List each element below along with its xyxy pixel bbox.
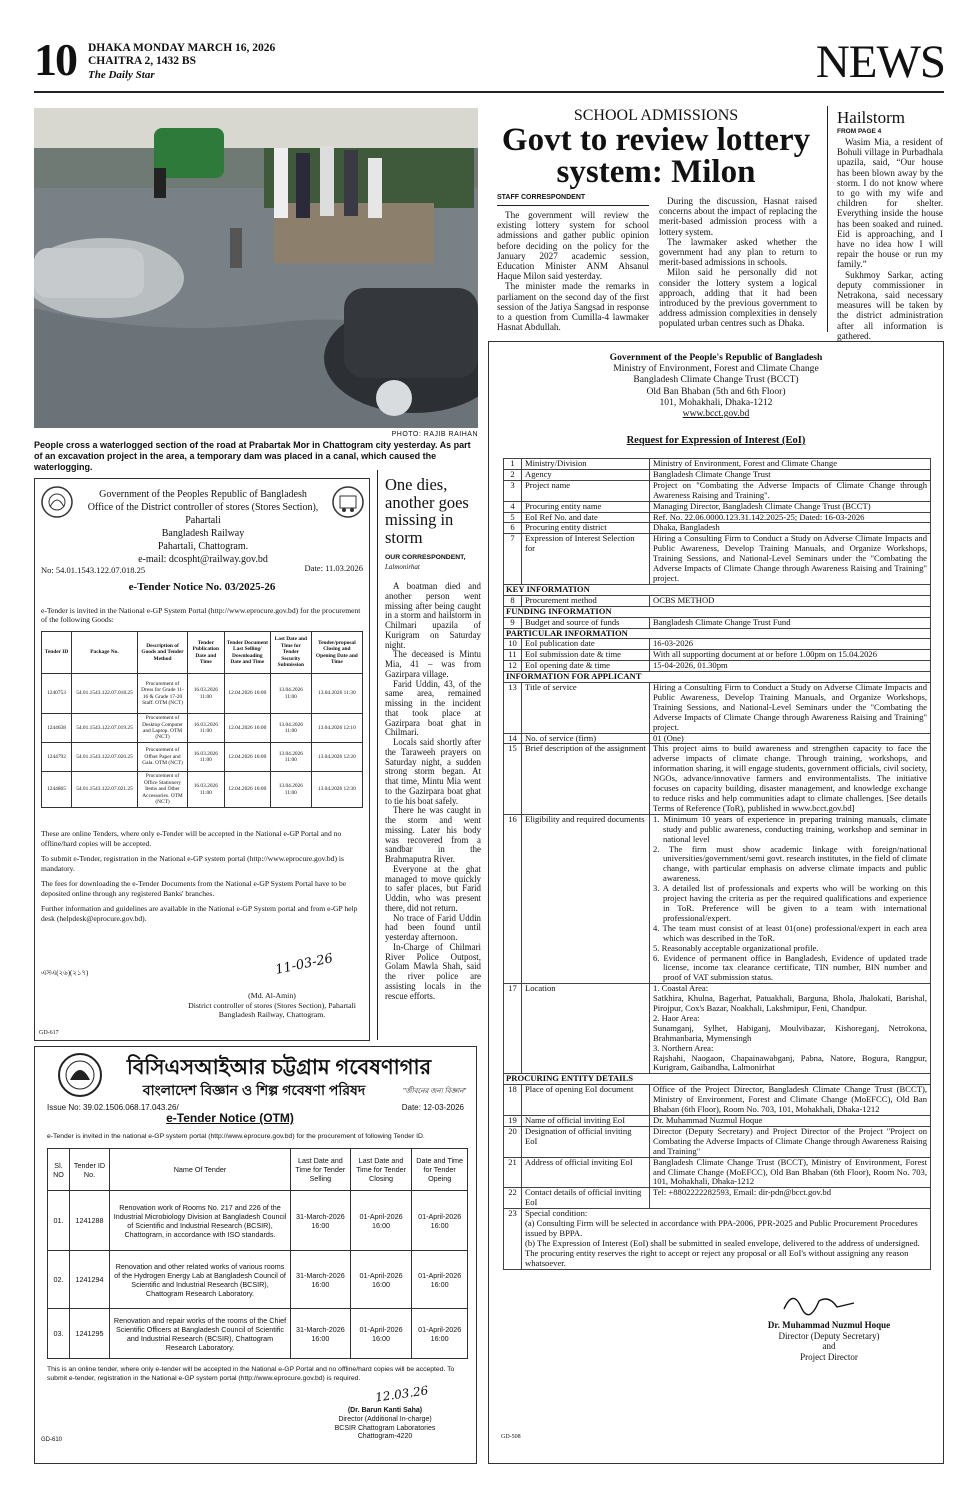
eoi-cell: Bangladesh Climate Change Trust Fund [650,617,931,628]
eoi-cell: 7 [504,534,522,585]
eoi-signature-mark [779,1287,859,1317]
bcsir-logo-icon [57,1052,103,1098]
table-row [48,1191,468,1251]
signer-title: District controller of stores (Stores Section), Pahartali [188,1000,356,1010]
signer-title: Director (Deputy Secretary) [778,1330,880,1341]
eoi-letterhead [489,352,943,419]
column-header: Tender ID [42,632,72,674]
eoi-list-item: Rajshahi, Naogaon, Chapainawabganj, Pabna, Natore, Bogura, Rangpur, Kurigram, Gaibandha, Lalmonirhat [653,1052,927,1073]
eoi-section-row [504,1074,931,1085]
column-header: Name Of Tender [110,1149,291,1191]
eoi-cell: Location [522,984,650,1074]
eoi-cell: Place of opening EoI document [522,1085,650,1116]
cell: 12.04.2026 16:00 [224,714,270,743]
eoi-cell: Contact details of official inviting EoI [522,1188,650,1209]
cell: 1244792 [42,743,72,772]
eoi-cell: 17 [504,984,522,1074]
hailstorm-jump: FROM PAGE 4 [837,128,882,135]
cell: 1240753 [42,674,72,714]
eoi-row [504,459,931,470]
eoi-cell: Director (Deputy Secretary) and Project Director of the Project "Project on Combating the Adverse Impacts of Climate Change through Awareness Raising and Training" [650,1126,931,1157]
eoi-cell: EoI Ref No. and date [522,512,650,523]
cell: 13.04.2026 12:10 [311,714,362,743]
eoi-list-item: 3. Northern Area: [653,1042,714,1053]
signer-name: Dr. Muhammad Nuzmul Hoque [767,1320,891,1330]
railway-signer-block [175,991,369,1020]
cell: 16.03.2026 11:00 [188,743,225,772]
eoi-cell: Eligibility and required documents [522,814,650,983]
article-paragraph: A boatman died and another person went missing after being caught in a storm and hailstorm in Chilmari upazila of Kurigram on Saturday night. [385,581,481,650]
waterlogged-street-illustration [34,108,478,428]
cell: Procurement of Office Stationery Items and Other Accessories. OTM (NCT) [138,772,188,808]
eoi-list-item: (a) Consulting Firm will be selected in accordance with PPA-2006, PPR-2025 and Public Procurement Procedures issued by BPPA. [525,1218,918,1238]
note: These are online Tenders, where only e-Tender will be accepted in the National e-GP Portal and no offline/hard copies will be accepted. [41,829,342,848]
eoi-head2: Ministry of Environment, Forest and Climate Change [613,363,819,375]
eoi-cell: 15-04-2026, 01.30pm [650,661,931,672]
eoi-cell: 16 [504,814,522,983]
eoi-row [504,501,931,512]
gd-code: GD-617 [39,1030,59,1036]
eoi-list-item: 1. Coastal Area: [653,983,709,994]
eoi-cell: This project aims to build awareness and strengthen capacity to face the adverse impacts of climate change. Through training, workshops, and information sharing, it will engage students, government officials, civil society, NGOs, advance/innovative farmers and environmentalists. The initiative focuses on capacity building, disaster management, and knowledge exchange to reduce risks and help communities adapt to climate challenges. [See details Terms of Reference (ToR), published in www.bcct.gov.bd] [650,744,931,814]
eoi-cell: Office of the Project Director, Bangladesh Climate Change Trust (BCCT), Ministry of Environment, Forest and Climate Change (MoEFCC), Old Ban Bhaban (6th Floor), Room No. 703, 101, Mohakhali, Dhaka-1212 [650,1085,931,1116]
article-paragraph: In-Charge of Chilmari River Police Outpost, Golam Mawla Shah, said the river police are assisting locals in the rescue efforts. [385,941,481,1001]
cell: 1241294 [70,1251,110,1309]
eoi-row [504,469,931,480]
eoi-cell: Bangladesh Climate Change Trust [650,469,931,480]
railway-intro: e-Tender is invited in the National e-GP System Portal (http://www.eprocure.gov.bd) for the procurement of the following Goods: [41,606,361,624]
eoi-cell: 19 [504,1116,522,1127]
column-divider [827,106,828,332]
cell: 54.01.1543.122.07.018.25 [72,674,138,714]
cell: 01. [48,1191,70,1251]
bcsir-note: This is an online tender, where only e-tender will be accepted in the National e-GP Portal and no offline/hard copies will be accepted. To submit e-tender, registration in the National e-GP system portal (http://www.eprocure.gov.bd) is required. [47,1366,455,1382]
article-paragraph: Everyone at the ghat managed to move quickly to safer places, but Farid Uddin, who was present there, did not return. [385,863,481,913]
paper-name: The Daily Star [88,69,155,81]
eoi-cell: 2 [504,469,522,480]
column-header: Date and Time for Tender Opeing [412,1149,468,1191]
article-paragraph: Locals said shortly after the Taraweeh prayers on Saturday night, a sudden strong storm began. At that time, Mintu Mia went to the Gazirpara boat ghat to tie his boat safely. [385,737,481,806]
signer-name: (Dr. Barun Kanti Saha) [347,1407,423,1414]
eoi-cell: Procuring entity name [522,501,650,512]
eoi-notice-ad [488,341,944,1464]
eoi-row [504,1126,931,1157]
cell: 54.01.1543.122.07.019.25 [72,714,138,743]
date-gregorian: DHAKA MONDAY MARCH 16, 2026 [88,42,276,54]
eoi-cell: Project on "Combating the Adverse Impacts of Climate Change through Awareness Raising and Training". [650,480,931,501]
page-number: 10 [34,34,76,85]
railway-line2: Office of the District controller of stores (Stores Section), Pahartali [87,502,319,526]
eoi-cell: 13 [504,683,522,734]
eoi-list-item: 3. A detailed list of professionals and experts who will be working on this project having the criteria as per the required qualifications and experience in ToR. Preference will be given to a team with international professional/expert. [653,883,927,923]
railway-signature: 11-03-26 [274,951,335,978]
signer-and: and [822,1341,836,1351]
table-row [42,743,363,772]
column-header: Last Date and Time for Tender Security Submission [271,632,312,674]
eoi-cell: 15 [504,744,522,814]
cell: 13.04.2026 11:00 [271,743,312,772]
news-photo [34,108,478,428]
bangladesh-emblem-icon [40,485,74,519]
eoi-cell: Designation of official inviting EoI [522,1126,650,1157]
table-header-row [48,1149,468,1191]
cell: 03. [48,1309,70,1359]
railway-notes [41,829,363,923]
eoi-cell: Hiring a Consulting Firm to Conduct a Study on Adverse Climate Impacts and Public Awareness, Develop Training Manuals, and Organize Workshops, Training Sessions, and National-Level Seminars under the "Combating the Adverse Impacts of Climate Change through Awareness Raising and Training" project. [650,534,931,585]
table-header-row [42,632,363,674]
cell: 13.04.2026 12:30 [311,772,362,808]
storm-headline: One dies, another goes missing in storm [385,475,469,547]
column-header: Last Date and Time for Tender Closing [350,1149,412,1191]
eoi-cell: 10 [504,639,522,650]
bcsir-motto: "জীবনের জন্য বিজ্ঞান" [402,1088,466,1095]
cell: 16.03.2026 11:00 [188,714,225,743]
storm-byline: OUR CORRESPONDENT, [385,554,466,561]
cell: 12.04.2026 16:00 [224,772,270,808]
column-header: Sl. NO [48,1149,70,1191]
cell: Renovation and repair works of the rooms of the Chief Scientific Officers at Bangladesh Council of Scientific and Industrial Research (BCSIR), Chattogram Research Laboratory. [110,1309,291,1359]
cell: Renovation and other related works of various rooms of the Hydrogen Energy Lab at Bangladesh Council of Scientific and Industrial Research (BCSIR), Chattogram Research Laboratory. [110,1251,291,1309]
table-row [42,772,363,808]
eoi-list-item: 4. The team must consist of at least 01(one) professional/expert in each area which was described in the ToR. [653,922,927,943]
column-header: Last Date and Time for Tender Selling [291,1149,351,1191]
railway-logo-icon [331,485,365,519]
eoi-section-row [504,606,931,617]
cell: 13.04.2026 11:00 [271,674,312,714]
signer-city: Chattogram-4220 [357,1433,413,1441]
gd-code: GD-508 [501,1434,521,1440]
cell: Renovation work of Rooms No. 217 and 226 of the Industrial Microbiology Division at Bangladesh Council of Scientific and Industrial Research (BCSIR), Chattogram, in accordance with ISO standards. [110,1191,291,1251]
railway-tender-ad [34,478,370,1041]
table-row [48,1309,468,1359]
bcsir-tender-ad [34,1046,477,1464]
cell: 13.04.2026 11:30 [311,674,362,714]
bcsir-subtitle-bn: বাংলাদেশ বিজ্ঞান ও শিল্প গবেষণা পরিষদ [142,1082,366,1098]
article-paragraph: Sukhmoy Sarkar, acting deputy commissioner in Netrakona, said necessary measures will be taken by the district administration after all information is gathered. [837,269,943,341]
eoi-website-link[interactable]: www.bcct.gov.bd [682,408,750,420]
note: To submit e-Tender, registration in the National e-GP system portal (http://www.eprocure.gov.bd) is mandatory. [41,854,344,873]
article-paragraph: No trace of Farid Uddin had been found until yesterday afternoon. [385,912,481,942]
bcsir-signer-block [305,1407,465,1442]
eoi-cell: OCBS METHOD [650,595,931,606]
eoi-cell: 9 [504,617,522,628]
eoi-row [504,814,931,983]
cell: 1241288 [70,1191,110,1251]
eoi-cell: With all supporting document at or before 1.00pm on 15.04.2026 [650,650,931,661]
column-divider [377,470,378,1040]
storm-place: Lalmonirhat [385,563,420,571]
article-paragraph: Wasim Mia, a resident of Bohuli village in Purbadhala upazila, said, “Our house has been blown away by the storm. I do not know where to go with my wife and children for shelter. Everything inside the house has been soaked and ruined. Eid is approaching, and I have no idea how I will repair the house or run my family.” [837,137,943,270]
cell: 16.03.2026 11:00 [188,772,225,808]
eoi-cell: 4 [504,501,522,512]
cell: 01-April-2026 16:00 [350,1309,412,1359]
eoi-cell: Procuring entity district [522,523,650,534]
eoi-cell: EoI publication date [522,639,650,650]
cell: 1241295 [70,1309,110,1359]
column-header: Tender/proposal Closing and Opening Date and Time [311,632,362,674]
eoi-cell: Bangladesh Climate Change Trust (BCCT), Ministry of Environment, Forest and Climate Change (MoEFCC), Old Ban Bhaban (6th Floor), Room No. 703, 101, Mohakhali, Dhaka-1212 [650,1157,931,1188]
railway-line1: Government of the Peoples Republic of Bangladesh [99,489,307,500]
eoi-row [504,984,931,1074]
railway-memo: No: 54.01.1543.122.07.018.25 [41,565,146,575]
table-row [48,1251,468,1309]
date-line [88,42,275,68]
eoi-cell: Dr. Muhammad Nuzmul Hoque [650,1116,931,1127]
eoi-row [504,744,931,814]
eoi-section-row [504,628,931,639]
eoi-cell: 8 [504,595,522,606]
article-paragraph: Milon said he personally did not consider the lottery system a logical approach, adding that it had been introduced by the previous government to address admission complexities in densely populated urban centres such as Dhaka. [659,267,817,329]
eoi-cell: Name of official inviting EoI [522,1116,650,1127]
railway-code: এসএ(২৬)(২১৭) [41,969,89,977]
eoi-row [504,617,931,628]
eoi-list-item: 2. The firm must show academic linkage with foreign/national universities/government/semi govt. research institutes, in the field of climate change, with particular emphasis on adverse climate impacts and public awareness. [653,843,927,884]
eoi-cell: Procurement method [522,595,650,606]
signer-office: BCSIR Chattogram Laboratories [334,1424,436,1432]
article-paragraph: The deceased is Mintu Mia, 41 – was from Gazirpara village. [385,649,481,679]
eoi-cell: Title of service [522,683,650,734]
eoi-cell: 21 [504,1157,522,1188]
article-column-1 [497,210,649,332]
article-kicker: SCHOOL ADMISSIONS [573,107,739,124]
eoi-cell: Expression of Interest Selection for [522,534,650,585]
eoi-head4: Old Ban Bhaban (5th and 6th Floor) [646,385,786,397]
bcsir-title-bn: বিসিএসআইআর চট্টগ্রাম গবেষণাগার [126,1056,432,1079]
cell: 01-April-2026 16:00 [412,1191,468,1251]
eoi-row [504,523,931,534]
eoi-cell: 14 [504,733,522,744]
eoi-section-row [504,672,931,683]
header-rule [34,91,944,93]
eoi-cell: 5 [504,512,522,523]
railway-email: e-mail: dcospht@railway.gov.bd [138,554,268,565]
eoi-row [504,595,931,606]
table-row [42,714,363,743]
eoi-head3: Bangladesh Climate Change Trust (BCCT) [633,374,799,386]
article-paragraph: The lawmaker asked whether the government had any plan to return to merit-based admissions in schools. [659,236,817,268]
cell: 13.04.2026 11:00 [271,714,312,743]
cell: 1244638 [42,714,72,743]
eoi-cell: 6 [504,523,522,534]
byline-rule [497,205,649,206]
eoi-row [504,650,931,661]
eoi-cell: PROCURING ENTITY DETAILS [504,1074,931,1085]
eoi-cell: KEY INFORMATION [504,584,931,595]
cell: 54.01.1543.122.07.021.25 [72,772,138,808]
eoi-row [504,733,931,744]
eoi-cell: INFORMATION FOR APPLICANT [504,672,931,683]
eoi-cell: EoI submission date & time [522,650,650,661]
eoi-cell: 22 [504,1188,522,1209]
railway-line3: Bangladesh Railway [161,528,245,539]
cell: 02. [48,1251,70,1309]
eoi-row [504,512,931,523]
eoi-row [504,1085,931,1116]
signer-title: Director (Additional In-charge) [338,1415,432,1423]
railway-date: Date: 11.03.2026 [304,563,363,573]
eoi-cell: Ministry/Division [522,459,650,470]
hailstorm-body [837,137,943,341]
note: Further information and guidelines are available in the National e-GP System portal and from e-GP help desk (helpdesk@eprocure.gov.bd). [41,904,358,923]
eoi-row [504,1116,931,1127]
eoi-cell: Project name [522,480,650,501]
cell: 01-April-2026 16:00 [412,1309,468,1359]
eoi-list-item: 1. Minimum 10 years of experience in preparing training manuals, climate study and public awareness, conducting training, workshop and seminar in national level [653,813,927,844]
cell: 31-March-2026 16:00 [291,1191,351,1251]
cell: Procurement of Desktop Computer and Laptop. OTM (NCT) [138,714,188,743]
note: The fees for downloading the e-Tender Documents from the National e-GP System Portal have to be deposited online through any registered Banks' branches. [41,879,347,898]
signer-office: Bangladesh Railway, Chattogram. [218,1010,326,1019]
cell: 1244865 [42,772,72,808]
eoi-cell: Agency [522,469,650,480]
eoi-list-item: 5. Reasonably acceptable organizational profile. [653,942,819,953]
signer-name: (Md. Al-Amin) [248,991,296,1000]
eoi-cell: PARTICULAR INFORMATION [504,628,931,639]
eoi-cell: 11 [504,650,522,661]
eoi-cell: 1 [504,459,522,470]
cell: 31-March-2026 16:00 [291,1309,351,1359]
eoi-list-item: Sunamganj, Sylhet, Habiganj, Moulvibazar, Kishoreganj, Netrokona, Brahmanbaria, Mymensingh [653,1022,927,1043]
railway-line4: Pahartali, Chattogram. [157,541,249,552]
railway-letterhead [75,488,331,566]
eoi-cell: FUNDING INFORMATION [504,606,931,617]
column-header: Tender Document Last Selling/ Downloading Date and Time [224,632,270,674]
eoi-list-item: Satkhira, Khulna, Bagerhat, Patuakhali, Barguna, Bhola, Jhalokati, Barishal, Pirojpur, Cox's Bazar, Noakhali, Lakshmipur, Feni, Chandpur. [653,993,927,1014]
eoi-row [504,639,931,650]
article-byline: STAFF CORRESPONDENT [497,194,586,201]
cell: 12.04.2026 16:00 [224,743,270,772]
gd-code: GD-610 [41,1437,63,1443]
bcsir-intro: e-Tender is invited in the national e-GP system portal (http://www.eprocure.gov.bd) for the procurement of following Tender ID. [47,1133,425,1140]
eoi-row [504,661,931,672]
cell: 01-April-2026 16:00 [350,1191,412,1251]
eoi-cell: 12 [504,661,522,672]
railway-title: e-Tender Notice No. 03/2025-26 [128,581,276,593]
eoi-cell: Dhaka, Bangladesh [650,523,931,534]
eoi-title: Request for Expression of Interest (EoI) [626,435,806,446]
eoi-cell: Ministry of Environment, Forest and Climate Change [650,459,931,470]
cell: 16.03.2026 11:00 [188,674,225,714]
column-header: Description of Goods and Tender Method [138,632,188,674]
article-column-2 [659,196,817,329]
storm-body [385,582,481,1001]
photo-caption: People cross a waterlogged section of the road at Prabartak Mor in Chattogram city yesterday. As part of an excavation project in the area, a temporary dam was placed in a canal, which caused the waterlogging. [34,440,471,472]
eoi-cell: No. of service (firm) [522,733,650,744]
article-paragraph: The minister made the remarks in parliament on the second day of the first session of the Jatiya Sangsad in response to a question from Cumilla-4 lawmaker Hasnat Abdullah. [497,281,649,333]
eoi-cell: Brief description of the assignment [522,744,650,814]
eoi-head1: Government of the People's Republic of Bangladesh [609,352,823,363]
eoi-list-item: 2. Haor Area: [653,1012,700,1023]
column-header: Tender ID No. [70,1149,110,1191]
cell: Procurement of Offset Paper and Gala. OTM (NCT) [138,743,188,772]
article-paragraph: There he was caught in the storm and went missing. Later his body was recovered from a sandbar in the Brahmaputra River. [385,805,481,864]
eoi-cell: Ref. No. 22.06.0000.123.31.142.2025-25; Dated: 16-03-2026 [650,512,931,523]
eoi-cell [650,814,931,983]
article-paragraph: During the discussion, Hasnat raised concerns about the impact of replacing the merit-based admission process with a lottery system. [659,196,817,237]
column-header: Package No. [72,632,138,674]
cell: 13.04.2026 12:20 [311,743,362,772]
cell: 12.04.2026 16:00 [224,674,270,714]
eoi-head5: 101, Mohakhali, Dhaka-1212 [659,396,773,408]
eoi-row [504,1188,931,1209]
eoi-list-item: Special condition: [525,1208,588,1219]
section-title: NEWS [815,36,945,88]
eoi-cell: Budget and source of funds [522,617,650,628]
bcsir-tender-table [47,1148,468,1359]
eoi-cell: 3 [504,480,522,501]
eoi-cell: EoI opening date & time [522,661,650,672]
eoi-cell [522,1209,931,1269]
eoi-table [503,458,931,1270]
photo-credit: PHOTO: RAJIB RAIHAN [391,431,478,438]
article-paragraph: Farid Uddin, 43, of the same area, remained missing in the incident that took place at Gazirpara boat ghat in Chilmari. [385,678,481,738]
cell: Procurement of Dress for Grade 11-16 & Grade 17-20 Staff. OTM (NCT) [138,674,188,714]
eoi-row [504,1209,931,1269]
article-paragraph: The government will review the existing lottery system for school admissions and gather public opinion before deciding on the policy for the January 2027 academic session, Education Minister ANM Ahsanul Haque Milon said yesterday. [497,210,649,282]
eoi-cell: Managing Director, Bangladesh Climate Change Trust (BCCT) [650,501,931,512]
eoi-cell: 18 [504,1085,522,1116]
eoi-list-item: (b) The Expression of Interest (EoI) shall be submitted in sealed envelope, delivered to the address of undersigned. The procuring entity reserves the right to accept or reject any proposal or all EoI's without assigning any reason whatsoever. [525,1237,920,1268]
eoi-row [504,683,931,734]
eoi-cell: Tel: +8802222282593, Email: dir-pdn@bcct.gov.bd [650,1188,931,1209]
article-headline: Govt to review lottery system: Milon [501,122,811,190]
cell: 01-April-2026 16:00 [412,1251,468,1309]
railway-tender-table [41,631,363,808]
bcsir-title: e-Tender Notice (OTM) [166,1111,294,1125]
eoi-row [504,534,931,585]
bcsir-issue: Issue No: 39.02.1506.068.17.043.26/ [47,1103,179,1112]
eoi-cell: Address of official inviting EoI [522,1157,650,1188]
eoi-cell: 16-03-2026 [650,639,931,650]
eoi-section-row [504,584,931,595]
cell: 13.04.2026 11:00 [271,772,312,808]
cell: 31-March-2026 16:00 [291,1251,351,1309]
bcsir-signature: 12.03.26 [374,1383,430,1405]
hailstorm-title: Hailstorm [837,108,905,127]
eoi-cell: Hiring a Consulting Firm to Conduct a Study on Adverse Climate Impacts and Public Awareness, Develop Training Manuals, and Organize Workshops, Training Sessions, and National-Level Seminars under the "Combating the Adverse Impacts of Climate Change through Awareness Raising and Training" project. [650,683,931,734]
eoi-cell: 20 [504,1126,522,1157]
bcsir-date: Date: 12-03-2026 [401,1103,464,1112]
column-header: Tender Publication Date and Time [188,632,225,674]
eoi-cell [650,984,931,1074]
table-row [42,674,363,714]
signer-role: Project Director [800,1351,858,1362]
eoi-list-item: 6. Evidence of permanent office in Bangladesh, Evidence of updated trade license, income tax clearance certificate, TIN number, BIN number and proof of VAT submission status. [653,952,927,983]
eoi-row [504,1157,931,1188]
eoi-cell: 01 (One) [650,733,931,744]
eoi-cell: 23 [504,1209,522,1269]
eoi-signer-block [719,1320,939,1362]
eoi-row [504,480,931,501]
cell: 01-April-2026 16:00 [350,1251,412,1309]
cell: 54.01.1543.122.07.020.25 [72,743,138,772]
date-bangla: CHAITRA 2, 1432 BS [88,55,196,67]
